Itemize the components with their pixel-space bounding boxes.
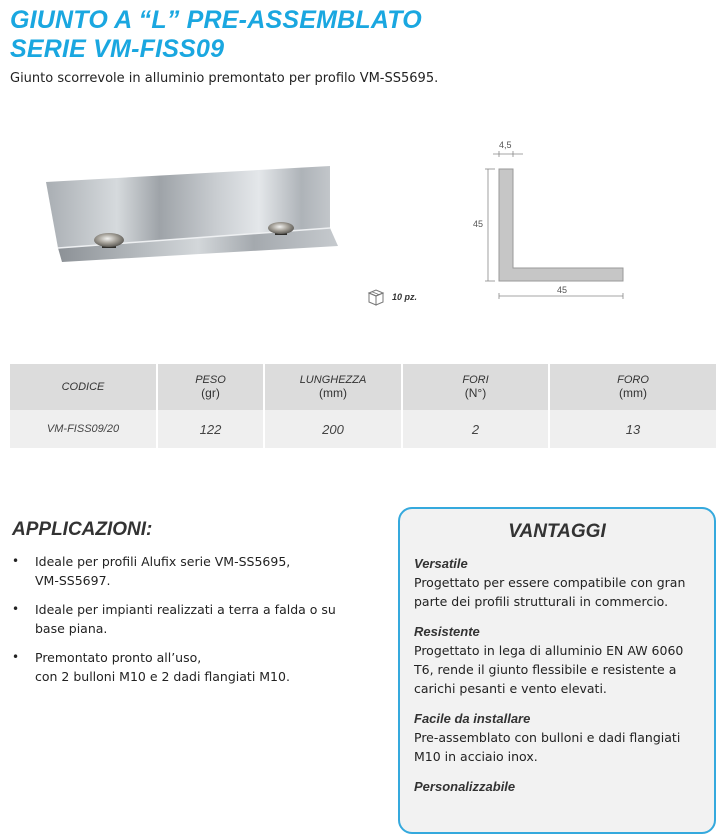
header-codice: CODICE [10, 364, 158, 410]
advantage-heading: Resistente [414, 624, 480, 639]
cell-fori: 2 [403, 410, 550, 448]
product-photo [40, 160, 350, 270]
header-foro: FORO (mm) [550, 364, 716, 410]
packaging-quantity: 10 pz. [392, 292, 418, 302]
l-profile-shape [499, 169, 623, 281]
header-lunghezza: LUNGHEZZA (mm) [265, 364, 403, 410]
bullet-icon: • [12, 554, 20, 568]
bullet-icon: • [12, 602, 20, 616]
header-fori: FORI (N°) [403, 364, 550, 410]
advantage-text: Progettato in lega di alluminio EN AW 6060 T6, rende il giunto flessibile e resistente a carichi pesanti e vento elevati. [414, 643, 684, 696]
applications-heading: APPLICAZIONI: [12, 519, 153, 540]
profile-drawing [465, 135, 635, 305]
list-item: • Premontato pronto all’uso, con 2 bulloni M10 e 2 dadi flangiati M10. [12, 650, 290, 684]
cell-lunghezza: 200 [265, 410, 403, 448]
advantage-heading: Facile da installare [414, 711, 531, 726]
box-icon [366, 288, 386, 306]
cell-foro: 13 [550, 410, 716, 448]
product-title-line2: SERIE VM-FISS09 [10, 35, 225, 63]
dimension-height: 45 [473, 219, 484, 229]
advantage-heading: Versatile [414, 556, 468, 571]
bullet-icon: • [12, 650, 20, 664]
advantage-text: Progettato per essere compatibile con gran parte dei profili strutturali in commercio. [414, 575, 686, 609]
header-peso: PESO (gr) [158, 364, 265, 410]
table-row [10, 410, 716, 448]
cell-peso: 122 [158, 410, 265, 448]
advantages-box [398, 507, 716, 834]
advantage-text: Pre-assemblato con bulloni e dadi flangiati M10 in acciaio inox. [414, 730, 681, 764]
applications-list [12, 552, 382, 696]
list-item: • Ideale per impianti realizzati a terra a falda o su base piana. [12, 602, 336, 636]
advantage-heading: Personalizzabile [414, 779, 516, 794]
product-title [10, 6, 422, 64]
advantage-personalizzabile [400, 778, 714, 796]
cell-codice: VM-FISS09/20 [10, 410, 158, 448]
product-subtitle: Giunto scorrevole in alluminio premontato per profilo VM-SS5695. [10, 71, 439, 86]
specs-header-row [10, 364, 716, 410]
list-item: • Ideale per profili Alufix serie VM-SS5695, VM-SS5697. [12, 554, 291, 588]
advantage-versatile [400, 555, 714, 611]
dimension-width: 45 [557, 285, 568, 295]
advantage-resistente [400, 623, 714, 698]
packaging-info [366, 288, 417, 306]
product-title-line1: GIUNTO A “L” PRE-ASSEMBLATO [10, 6, 422, 34]
dimension-thickness: 4,5 [499, 140, 512, 150]
specs-table [10, 364, 716, 448]
advantage-facile [400, 710, 714, 766]
advantages-heading: VANTAGGI [508, 521, 606, 542]
